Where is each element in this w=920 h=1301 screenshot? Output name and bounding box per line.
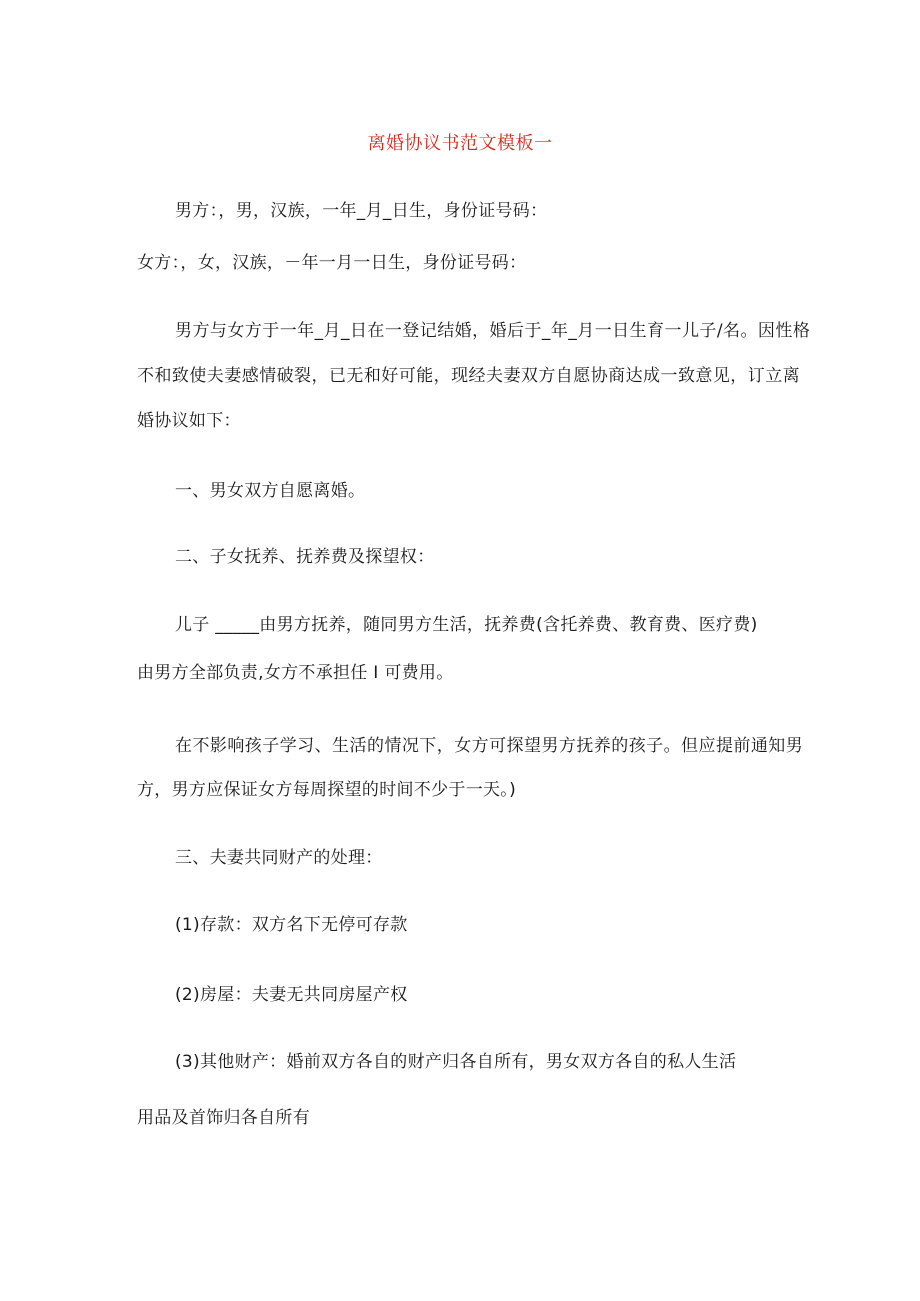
custody-line-1: 儿子 _____由男方抚养，随同男方生活，抚养费(含托养费、教育费、医疗费) [175, 615, 758, 635]
document-title: 离婚协议书范文模板一 [367, 133, 553, 154]
party-man: 男方：，男，汉族，一年_月_日生，身份证号码： [175, 201, 548, 221]
clause-2-heading: 二、子女抚养、抚养费及探望权： [175, 547, 435, 567]
clause-1: 一、男女双方自愿离婚。 [175, 481, 366, 501]
property-other-line-1: (3)其他财产：婚前双方各自的财产归各自所有，男女双方各自的私人生活 [175, 1052, 737, 1072]
property-other-line-2: 用品及首饰归各自所有 [137, 1108, 310, 1128]
intro-line-1: 男方与女方于一年_月_日在一登记结婚，婚后于_年_月一日生育一儿子/名。因性格 [175, 321, 811, 341]
clause-3-heading: 三、夫妻共同财产的处理： [175, 848, 383, 868]
intro-line-2: 不和致使夫妻感情破裂，已无和好可能，现经夫妻双方自愿协商达成一致意见，订立离 [137, 366, 801, 386]
visitation-line-1: 在不影响孩子学习、生活的情况下，女方可探望男方抚养的孩子。但应提前通知男 [175, 736, 804, 756]
property-house: (2)房屋：夫妻无共同房屋产权 [175, 985, 408, 1005]
custody-line-2: 由男方全部负责,女方不承担任 I 可费用。 [137, 663, 454, 683]
intro-line-3: 婚协议如下： [137, 411, 241, 431]
property-deposit: (1)存款：双方名下无停可存款 [175, 915, 408, 935]
visitation-line-2: 方，男方应保证女方每周探望的时间不少于一天。) [137, 780, 517, 800]
party-woman: 女方：，女，汉族，－年一月一日生，身份证号码： [137, 253, 527, 273]
